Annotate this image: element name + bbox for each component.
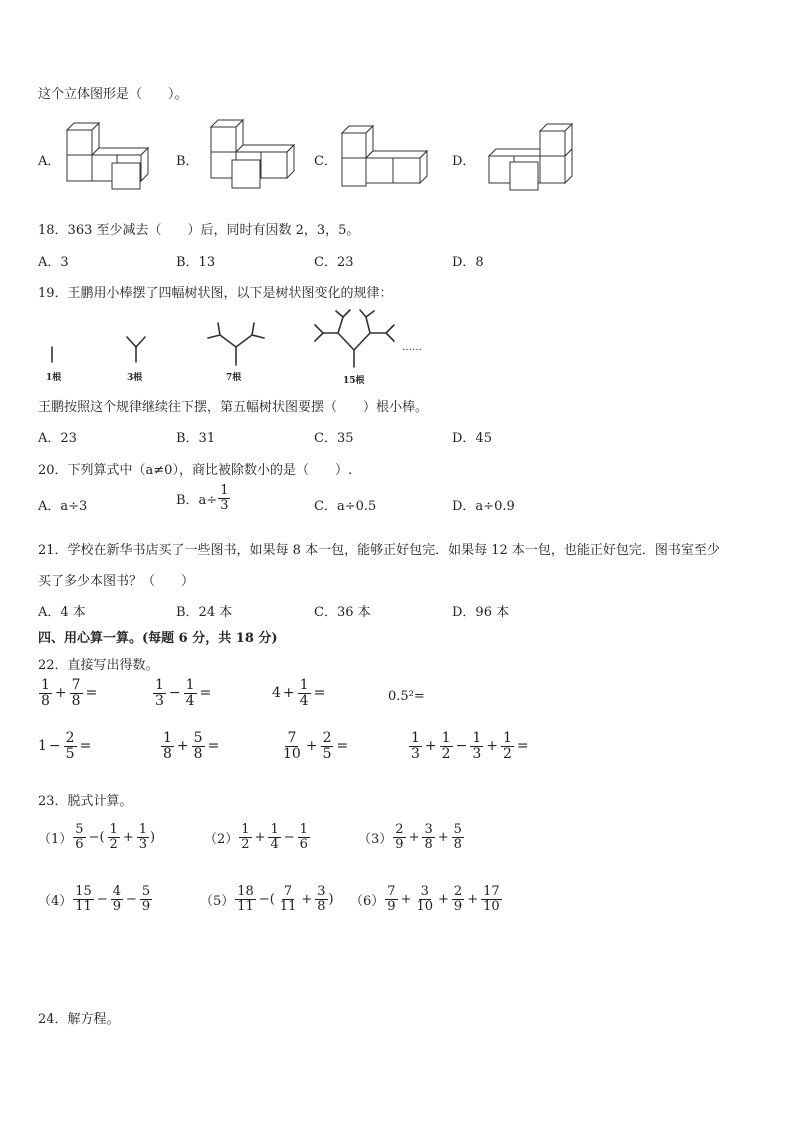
q22-expr-3: 4 + $\frac{1}{4}$ = bbox=[272, 677, 326, 709]
q20-option-d: D．a÷0.9 bbox=[452, 499, 515, 514]
cube-figure-c bbox=[337, 118, 437, 193]
q19-stem: 19．王鹏用小棒摆了四幅树状图，以下是树状图变化的规律： bbox=[38, 286, 393, 301]
tree-2-label: 3根 bbox=[127, 373, 143, 383]
q18-option-d: D．8 bbox=[452, 255, 484, 270]
q22-expr-6: $\frac{1}{8}$ + $\frac{5}{8}$ = bbox=[163, 730, 220, 762]
q22-expr-8: $\frac{1}{3}$ + $\frac{1}{2}$ − $\frac{1}{3}$ + $\frac{1}{2}$ = bbox=[411, 730, 529, 762]
q20-option-c: C．a÷0.5 bbox=[314, 499, 377, 514]
q17-option-d: D． bbox=[452, 154, 476, 169]
q18-option-b: B．13 bbox=[176, 255, 216, 270]
q23-stem: 23．脱式计算。 bbox=[38, 794, 133, 809]
q21-option-a: A．4 本 bbox=[38, 605, 86, 620]
q20-option-b-fraction: $\frac{1}{3}$ bbox=[220, 483, 229, 513]
q21-stem-line2: 买了多少本图书？（ ） bbox=[38, 574, 195, 589]
q19-followup: 王鹏按照这个规律继续往下摆，第五幅树状图要摆（ ）根小棒。 bbox=[38, 400, 429, 415]
q24-stem: 24．解方程。 bbox=[38, 1012, 120, 1027]
q20-option-b bbox=[176, 484, 231, 512]
tree-3-label: 7根 bbox=[226, 373, 242, 383]
q21-option-c: C．36 本 bbox=[314, 605, 371, 620]
q22-stem: 22．直接写出得数。 bbox=[38, 658, 159, 673]
cube-figure-b bbox=[204, 112, 304, 192]
q22-expr-4: 0.5²= bbox=[388, 689, 425, 704]
cube-figure-d bbox=[484, 118, 584, 193]
q23-problem-6: （6） $\frac{7}{9}$ + $\frac{3}{10}$ + $\frac{2}{9}$ + $\frac{17}{10}$ bbox=[350, 884, 500, 914]
section-4-title: 四、用心算一算。(每题 6 分，共 18 分) bbox=[38, 631, 278, 646]
q18-stem: 18．363 至少减去（ ）后，同时有因数 2，3，5。 bbox=[38, 223, 360, 238]
q22-expr-5: 1 − $\frac{2}{5}$ = bbox=[38, 730, 92, 762]
q19-option-a: A．23 bbox=[38, 431, 77, 446]
q20-option-b-prefix: B．a÷ bbox=[176, 492, 218, 508]
q17-option-c: C． bbox=[314, 154, 337, 169]
q21-option-d: D．96 本 bbox=[452, 605, 510, 620]
q18-option-a: A．3 bbox=[38, 255, 69, 270]
tree-1-label: 1根 bbox=[46, 373, 62, 383]
q19-option-b: B．31 bbox=[176, 431, 216, 446]
q22-expr-7: $\frac{7}{10}$ + $\frac{2}{5}$ = bbox=[283, 730, 349, 762]
q17-option-b: B． bbox=[176, 154, 199, 169]
q22-expr-2: $\frac{1}{3}$ − $\frac{1}{4}$ = bbox=[155, 677, 212, 709]
q18-option-c: C．23 bbox=[314, 255, 354, 270]
q23-problem-4: （4） $\frac{15}{11}$ − $\frac{4}{9}$ − $\frac{5}{9}$ bbox=[38, 884, 151, 914]
q19-option-c: C．35 bbox=[314, 431, 354, 446]
q20-stem: 20．下列算式中（a≠0），商比被除数小的是（ ）. bbox=[38, 463, 353, 478]
q21-option-b: B．24 本 bbox=[176, 605, 233, 620]
q23-problem-1: （1） $\frac{5}{6}$ −( $\frac{1}{2}$ + $\frac{1}{3}$ ) bbox=[38, 822, 156, 852]
q19-option-d: D．45 bbox=[452, 431, 492, 446]
q23-problem-2: （2） $\frac{1}{2}$ + $\frac{1}{4}$ − $\frac{1}{6}$ bbox=[204, 822, 308, 852]
q22-expr-1: $\frac{1}{8}$ + $\frac{7}{8}$ = bbox=[41, 677, 98, 709]
q23-problem-5: （5） $\frac{18}{11}$ −( $\frac{7}{11}$ + $\frac{3}{8}$ ) bbox=[200, 884, 334, 914]
cube-figure-a bbox=[60, 118, 160, 193]
tree-ellipsis: …… bbox=[402, 342, 422, 353]
q23-problem-3: （3） $\frac{2}{9}$ + $\frac{3}{8}$ + $\frac{5}{8}$ bbox=[358, 822, 462, 852]
q21-stem-line1: 21．学校在新华书店买了一些图书，如果每 8 本一包，能够正好包完．如果每 12 本一包，也能正好包完．图书室至少 bbox=[38, 543, 720, 558]
tree-4-label: 15根 bbox=[343, 376, 365, 386]
q17-option-a: A． bbox=[38, 154, 61, 169]
q20-option-a: A．a÷3 bbox=[38, 499, 88, 514]
q17-stem: 这个立体图形是（ ）。 bbox=[38, 87, 188, 102]
